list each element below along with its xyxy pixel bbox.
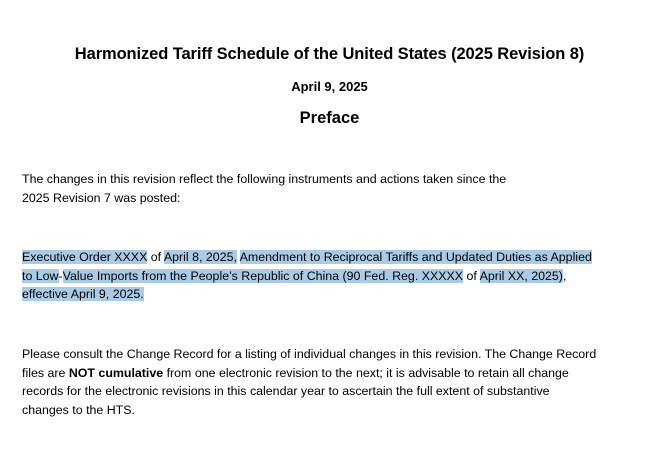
consult-line-2: [22, 364, 642, 383]
revision-date: April 9, 2025: [291, 79, 368, 94]
consult-line-2-post: from one electronic revision to the next; it is advisable to retain all change: [163, 365, 569, 380]
preface-heading: Preface: [299, 109, 360, 127]
consult-paragraph: [22, 345, 642, 419]
action-line-2: [22, 267, 642, 286]
fed-reg-date-text: April XX, 2025): [479, 268, 563, 283]
document-title: Harmonized Tariff Schedule of the United States (2025 Revision 8): [74, 45, 585, 63]
fed-reg-text: Value Imports from the People’s Republic of China (90 Fed. Reg. XXXXX: [62, 268, 464, 283]
executive-order-text: Executive Order XXXX: [22, 250, 148, 264]
hyphen-text: -: [58, 268, 63, 283]
connector-text: of: [147, 250, 164, 264]
action-line-1: [22, 248, 642, 267]
amendment-title-cont-text: to Low: [22, 268, 59, 283]
effective-date-text: April 9, 2025.: [70, 287, 144, 302]
consult-line-4: changes to the HTS.: [22, 402, 135, 417]
effective-label-text: effective: [22, 287, 71, 302]
intro-line-2: 2025 Revision 7 was posted:: [22, 190, 181, 205]
order-date-text: April 8, 2025,: [163, 250, 237, 264]
consult-line-3: records for the electronic revisions in this calendar year to ascertain the full extent of substantive: [22, 384, 550, 399]
action-line-3: [22, 285, 642, 304]
comma-text: ,: [562, 268, 567, 283]
consult-line-2-pre: files are: [22, 365, 69, 380]
not-cumulative-emphasis: NOT cumulative: [68, 365, 164, 380]
action-paragraph[interactable]: [22, 248, 642, 304]
connector-text: of: [463, 268, 480, 283]
amendment-title-text: Amendment to Reciprocal Tariffs and Updated Duties as Applied: [239, 250, 592, 264]
consult-line-1: Please consult the Change Record for a listing of individual changes in this revision. The Change Record: [22, 347, 597, 361]
intro-paragraph: [22, 170, 642, 207]
intro-line-1: The changes in this revision reflect the following instruments and actions taken since the: [22, 172, 507, 186]
